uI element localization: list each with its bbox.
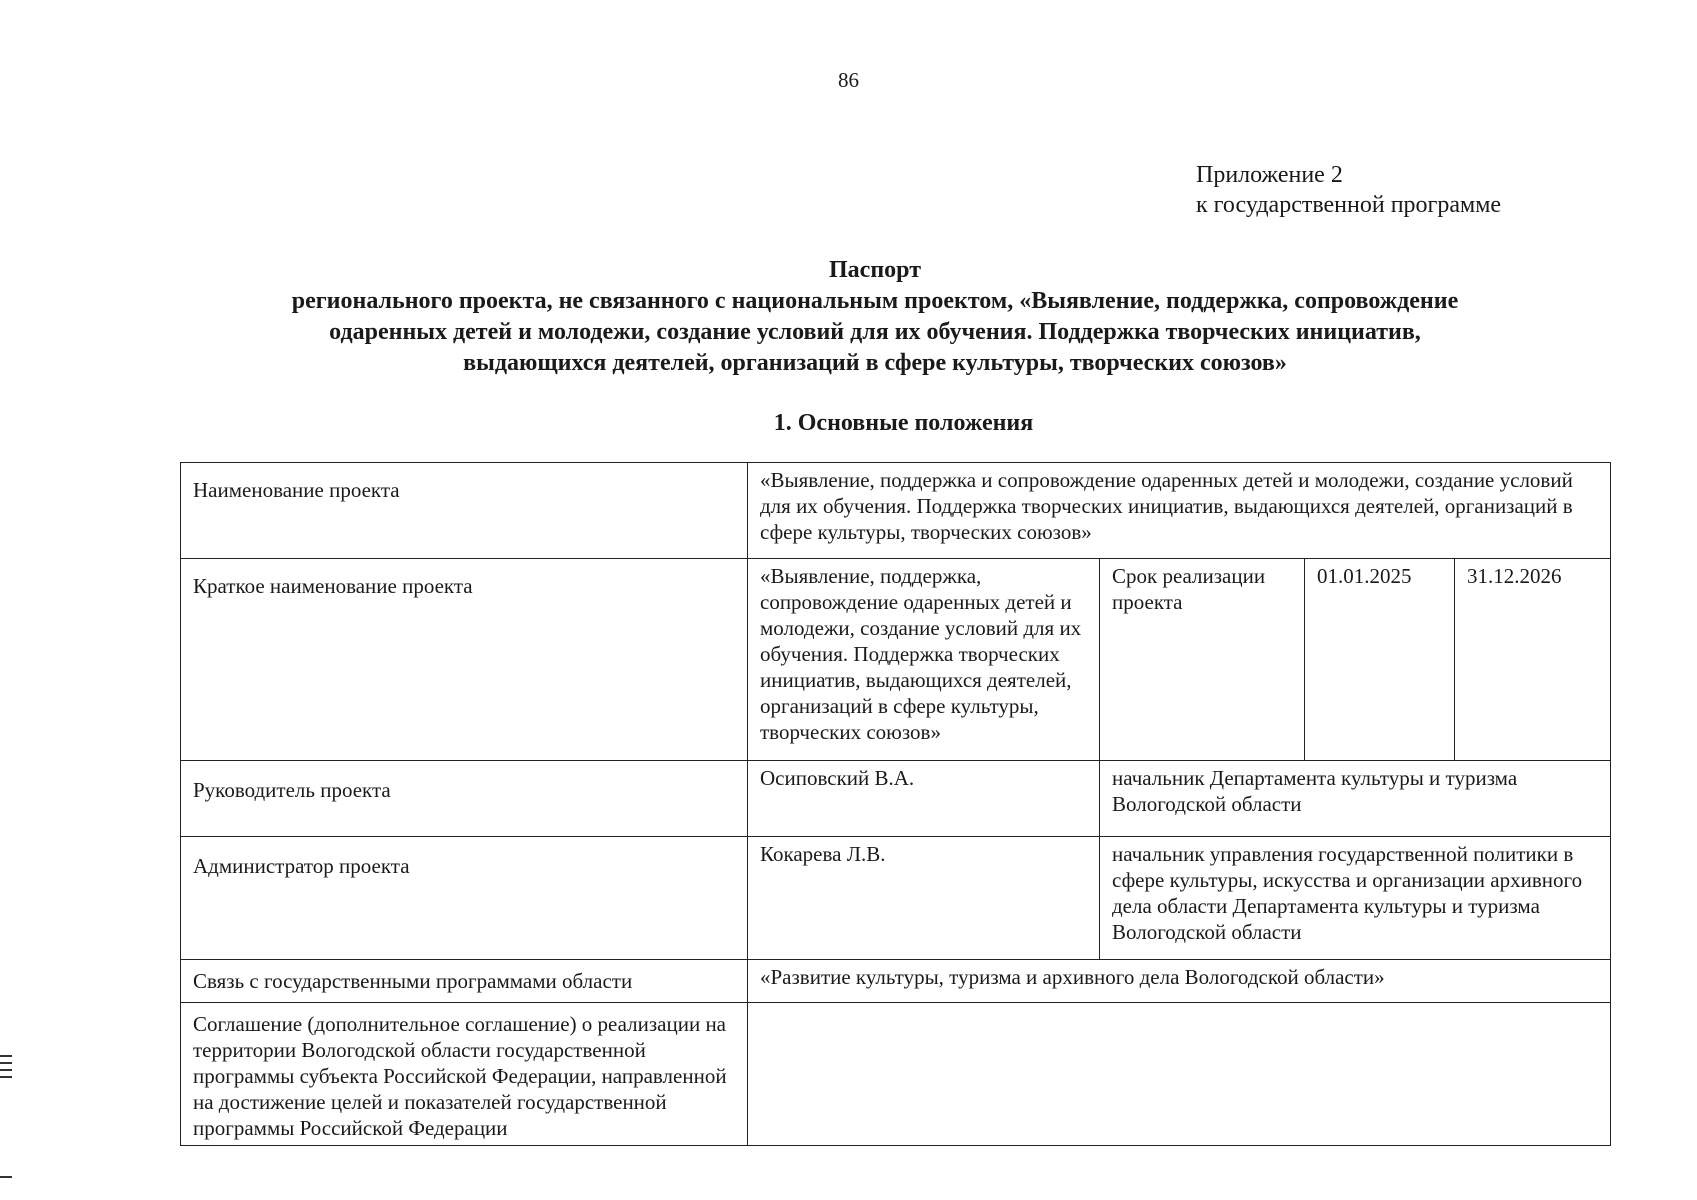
short-name-label: Краткое наименование проекта <box>181 559 748 761</box>
table-row-project-admin <box>181 837 1611 960</box>
project-name-label: Наименование проекта <box>181 463 748 559</box>
project-lead-position: начальник Департамента культуры и туризма Вологодской области <box>1100 761 1611 837</box>
document-title <box>200 255 1550 379</box>
section-heading-text: 1. Основные положения <box>773 410 1034 436</box>
table-row-project-lead <box>181 761 1611 837</box>
margin-dash <box>0 1176 12 1178</box>
title-line-2: регионального проекта, не связанного с национальным проектом, «Выявление, поддержка, сопровождение <box>291 288 1459 314</box>
passport-table <box>180 462 1611 1146</box>
term-label: Срок реализации проекта <box>1100 559 1305 761</box>
page-number: 86 <box>838 68 859 92</box>
section-heading <box>0 408 1697 438</box>
project-lead-label: Руководитель проекта <box>181 761 748 837</box>
project-admin-position: начальник управления государственной политики в сфере культуры, искусства и организации архивного дела области Департамента культуры и туризма Вологодской области <box>1100 837 1611 960</box>
table-row-agreement <box>181 1003 1611 1146</box>
title-line-3: одаренных детей и молодежи, создание условий для их обучения. Поддержка творческих инициатив, <box>329 319 1421 345</box>
table-row-project-name <box>181 463 1611 559</box>
agreement-label: Соглашение (дополнительное соглашение) о реализации на территории Вологодской области государственной программы субъекта Российской Федерации, направленной на достижение целей и показателей государственной программы Российской Федерации <box>181 1003 748 1146</box>
start-date: 01.01.2025 <box>1305 559 1455 761</box>
appendix-line-1: Приложение 2 <box>1196 162 1343 188</box>
project-admin-label: Администратор проекта <box>181 837 748 960</box>
title-line-4: выдающихся деятелей, организаций в сфере культуры, творческих союзов» <box>463 350 1287 376</box>
title-line-1: Паспорт <box>829 257 921 283</box>
end-date: 31.12.2026 <box>1455 559 1611 761</box>
state-programs-value: «Развитие культуры, туризма и архивного дела Вологодской области» <box>748 960 1611 1003</box>
project-admin-name: Кокарева Л.В. <box>748 837 1100 960</box>
state-programs-label: Связь с государственными программами области <box>181 960 748 1003</box>
table-row-state-programs <box>181 960 1611 1003</box>
project-name-value: «Выявление, поддержка и сопровождение одаренных детей и молодежи, создание условий для их обучения. Поддержка творческих инициатив, выдающихся деятелей, организаций в сфере культуры, творческих союзов» <box>748 463 1611 559</box>
appendix-note <box>1196 160 1501 220</box>
table-row-short-name <box>181 559 1611 761</box>
project-lead-name: Осиповский В.А. <box>748 761 1100 837</box>
agreement-value <box>748 1003 1611 1146</box>
appendix-line-2: к государственной программе <box>1196 192 1502 218</box>
margin-binding-marks <box>0 1055 12 1083</box>
short-name-value: «Выявление, поддержка, сопровождение одаренных детей и молодежи, создание условий для их обучения. Поддержка творческих инициатив, выдающихся деятелей, организаций в сфере культуры, творческих союзов» <box>748 559 1100 761</box>
